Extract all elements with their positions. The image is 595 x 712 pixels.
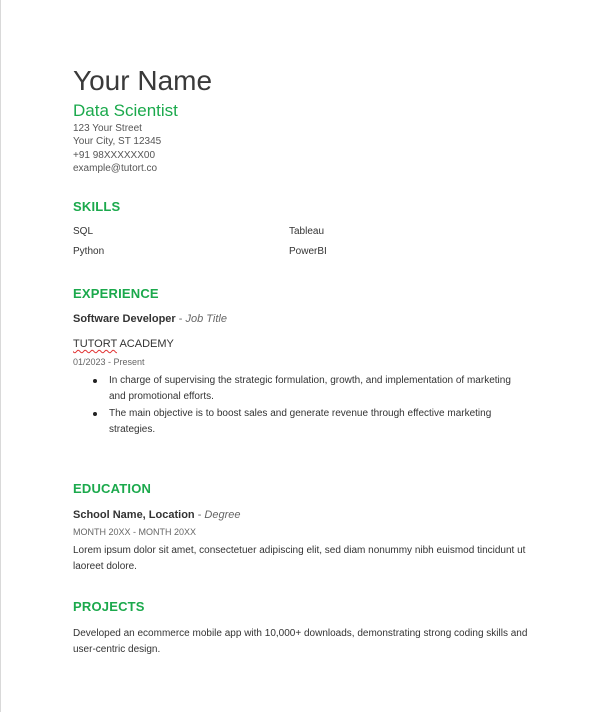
experience-role: Software Developer bbox=[73, 313, 176, 325]
projects-description: Developed an ecommerce mobile app with 10,000+ downloads, demonstrating strong coding skills and user-centric design. bbox=[73, 628, 528, 655]
bullet-icon bbox=[93, 379, 97, 383]
company-name-misspelled: TUTORT bbox=[73, 338, 118, 350]
education-degree: Degree bbox=[204, 509, 241, 521]
contact-block bbox=[73, 122, 161, 175]
contact-street: 123 Your Street bbox=[73, 123, 142, 134]
experience-job-title: Job Title bbox=[185, 313, 227, 325]
candidate-name: Your Name bbox=[73, 65, 213, 96]
experience-dates: 01/2023 - Present bbox=[73, 357, 145, 367]
education-description: Lorem ipsum dolor sit amet, consectetuer adipiscing elit, sed diam nonummy nibh euismod tincidunt ut laoreet dolore. bbox=[73, 545, 526, 572]
skill-item: Tableau bbox=[289, 226, 325, 237]
list-item bbox=[73, 406, 513, 438]
education-school-line bbox=[73, 509, 241, 521]
experience-company bbox=[73, 338, 174, 350]
company-name-rest: ACADEMY bbox=[117, 338, 174, 350]
skill-item: SQL bbox=[73, 226, 94, 237]
bullet-icon bbox=[93, 412, 97, 416]
experience-bullets bbox=[73, 373, 513, 439]
contact-city: Your City, ST 12345 bbox=[73, 136, 162, 148]
list-item bbox=[73, 373, 513, 405]
education-dates: MONTH 20XX - MONTH 20XX bbox=[73, 527, 197, 537]
skill-item: PowerBI bbox=[289, 246, 327, 257]
education-separator: - bbox=[194, 509, 205, 521]
education-heading: EDUCATION bbox=[73, 481, 152, 496]
page-left-border bbox=[0, 0, 1, 712]
contact-email: example@tutort.co bbox=[73, 162, 158, 174]
skills-heading: SKILLS bbox=[73, 199, 121, 214]
contact-phone: +91 98XXXXXX00 bbox=[73, 149, 156, 161]
experience-role-line bbox=[73, 313, 227, 325]
projects-heading: PROJECTS bbox=[73, 599, 145, 614]
experience-separator: - bbox=[175, 313, 186, 325]
candidate-title: Data Scientist bbox=[73, 101, 178, 120]
education-school: School Name, Location bbox=[73, 509, 195, 521]
bullet-text: The main objective is to boost sales and generate revenue through effective marketing strategies. bbox=[109, 408, 492, 435]
experience-heading: EXPERIENCE bbox=[73, 286, 159, 301]
skill-item: Python bbox=[73, 246, 105, 257]
bullet-text: In charge of supervising the strategic formulation, growth, and implementation of marketing and promotional efforts. bbox=[109, 375, 511, 402]
